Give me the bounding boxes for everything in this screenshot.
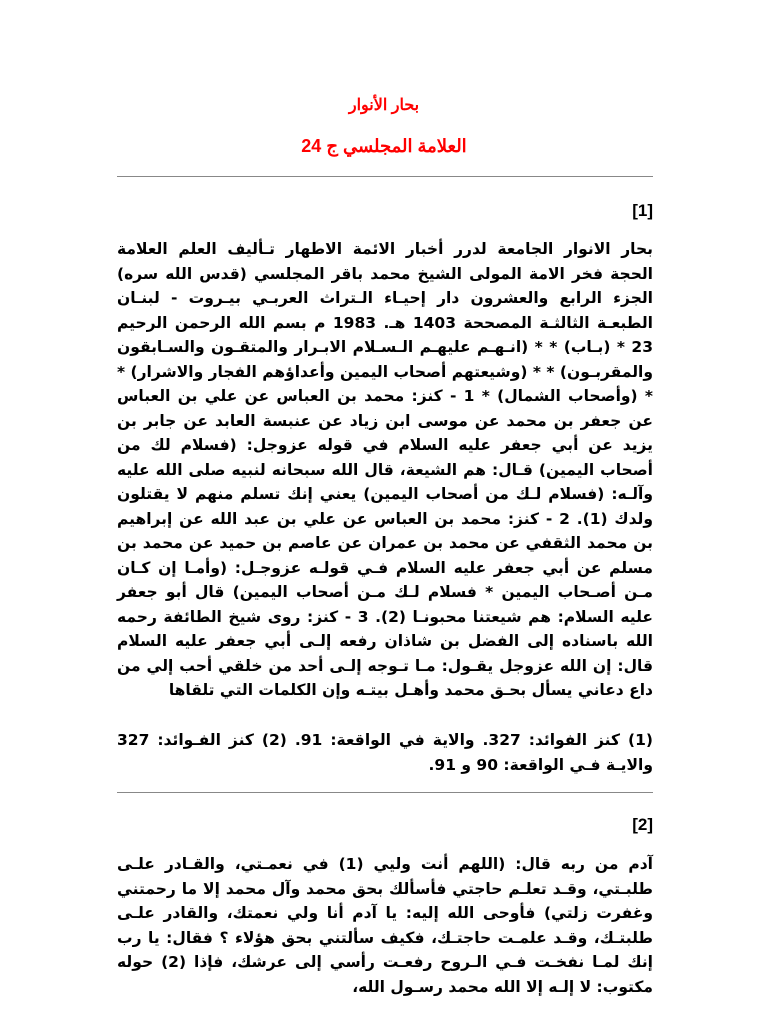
page-number-2: [2] bbox=[632, 815, 653, 834]
page-divider bbox=[117, 792, 653, 793]
page-number-1: [1] bbox=[632, 201, 653, 220]
header-divider bbox=[117, 176, 653, 177]
page1-body-text: بحار الانوار الجامعة لدرر أخبار الائمة الاطهار تـأليف العلم العلامة الحجة فخر الامة المولى الشيخ محمد باقر المجلسي (قدس الله سره) الجزء الرابع والعشرون دار إحيـاء الـتراث العربـي بيـروت - لبنـان الطبعـة الثالثـة المصححة 1403 هـ. 1983 م بسم الله الرحمن الرحيم 23 * (بـاب) * * (انـهـم عليهـم الـسـلام الابـرار والمتقـون والسـابقون والمقربـون) * * (وشيعتهم أصحاب اليمين وأعداؤهم الفجار والاشرار) * * (وأصحاب الشمال) * 1 - كنز: محمد بن العباس عن علي بن العباس عن جعفر بن محمد عن موسى ابن زياد عن عنبسة العابد عن جابر بن يزيد عن أبي جعفر عليه السلام في قوله عزوجل: (فسلام لك من أصحاب اليمين) قـال: هم الشيعة، قال الله سبحانه لنبيه صلى الله عليه وآلـه: (فسلام لـك من أصحاب اليمين) يعني إنك تسلم منهم لا يقتلون ولدك (1). 2 - كنز: محمد بن العباس عن علي بن عبد الله عن إبراهيم بن محمد الثقفي عن محمد بن عمران عن عاصم بن حميد عن محمد بن مسلم عن أبي جعفر عليه السلام فـي قولـه عزوجـل: (وأمـا إن كـان مـن أصـحاب اليمين * فسلام لـك مـن أصحاب اليمين) قال أبو جعفر عليه السلام: هم شيعتنا محبونـا (2). 3 - كنز: روى شيخ الطائفة رحمه الله باسناده إلى الفضل بن شاذان رفعه إلـى أبي جعفر عليه السلام قال: إن الله عزوجل يقـول: مـا تـوجه إلـى أحد من خلقي أحب إلي من داع دعاني يسأل بحـق محمد وأهـل بيتـه وإن الكلمات التي تلقاها bbox=[117, 240, 654, 699]
book-title: بحار الأنوار bbox=[348, 97, 420, 114]
page1-footnotes: (1) كنز الفوائد: 327. والاية في الواقعة: 91. (2) كنز الفـوائد: 327 والايـة فـي الواقعة: 90 و 91. bbox=[117, 731, 653, 774]
page2-body-text: آدم من ربه قال: (اللهم أنت وليي (1) في نعمـتي، والقـادر علـى طلبـتي، وقـد تعلـم حاجتي فأسألك بحق محمد وآل محمد إلا ما رحمتني وغفرت زلتي) فأوحى الله إليه: يا آدم أنا ولي نعمتك، والقادر علـى طلبتـك، وقـد علمـت حاجتـك، فكيف سألتني بحق هؤلاء ؟ فقال: يا رب إنك لمـا نفخـت فـي الـروح رفعـت رأسي إلى عرشك، فإذا (2) حوله مكتوب: لا إلـه إلا الله محمد رسـول الله، bbox=[117, 855, 653, 996]
author-volume-title: العلامة المجلسي ج 24 bbox=[301, 136, 467, 156]
